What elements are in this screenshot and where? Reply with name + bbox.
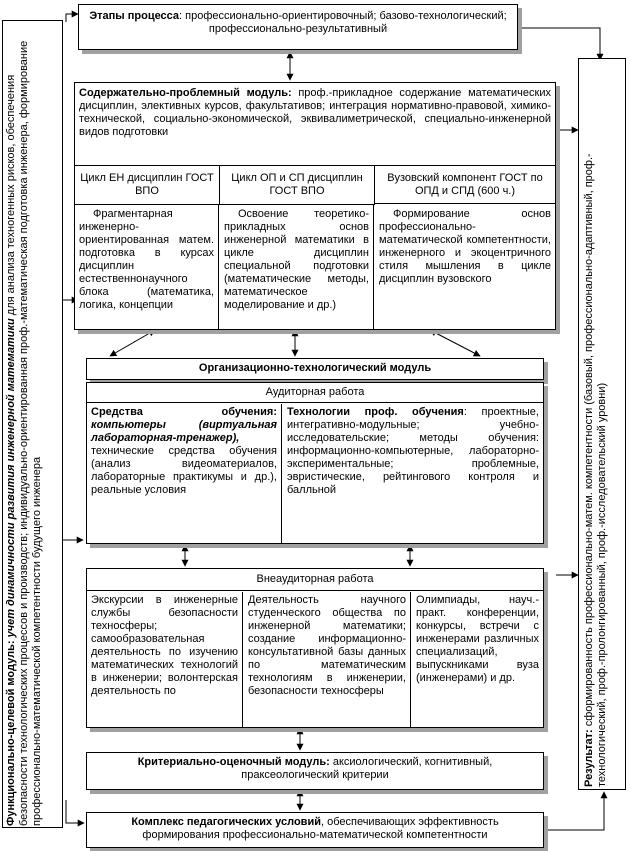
result-box bbox=[578, 58, 626, 790]
auditorium-box bbox=[86, 382, 544, 544]
functional-module-box bbox=[2, 20, 63, 828]
teaching-technologies bbox=[283, 404, 543, 543]
functional-module-desc: для анализа техногенных рисков, обеспечения безопасности технологических процессов и производств; индивидуально-ориентированная проф.-математическая подготовка инженера, формирование профессионально-математической компетентности будущего инженера bbox=[5, 40, 43, 826]
functional-module-text bbox=[5, 26, 63, 826]
stages-title: Этапы процесса bbox=[89, 10, 180, 22]
result-title: Результат: bbox=[583, 729, 595, 787]
criteria-module-box bbox=[86, 752, 544, 790]
content-module-text: проф.-прикладное содержание математических дисциплин, элективных курсов, факультативов; интеграция нормативно-правовой, химико-технической, социально-экономической, эквивалиметрической, специально-инженерной видов подготовки bbox=[79, 87, 551, 138]
stages-box bbox=[78, 4, 518, 50]
extracurricular-box bbox=[86, 568, 544, 728]
content-col-3-body: Формирование основ профессионально-математической компетентности, инженерного и экоцентричного стиля мышления в цикле дисциплин вузовского bbox=[379, 208, 551, 285]
content-module-box bbox=[74, 82, 556, 330]
extra-col-1: Экскурсии в инженерные службы безопасности техносферы; самообразовательная деятельность по изучению математических технологий в инженерии; волонтерская деятельность по bbox=[87, 592, 243, 727]
tech-text: : проектные, интегративно-модульные; учебно-исследовательские; методы обучения: информационно-компьютерные, лабораторно-экспериментальные; проблемные, эвристические, рейтингового контроля и балльной bbox=[287, 406, 539, 496]
functional-module-italic: учет динамичности развития инженерной математики bbox=[5, 318, 17, 641]
criteria-module-title: Критериально-оценочный модуль: bbox=[137, 756, 330, 768]
result-desc: сформированность профессионально-матем. компетентности (базовый, профессионально-адаптивный, проф.-технологический, проф.-пролонгированный, проф.-исследовательский уровни) bbox=[583, 153, 608, 787]
tech-title: Технологии проф. обучения bbox=[287, 406, 464, 418]
conditions-title: Комплекс педагогических условий bbox=[131, 816, 321, 828]
content-col-1-header: Цикл ЕН дисциплин ГОСТ ВПО bbox=[75, 166, 220, 205]
content-columns-table bbox=[75, 165, 555, 330]
result-text bbox=[583, 65, 625, 787]
content-module-title: Содержательно-проблемный модуль: bbox=[79, 87, 292, 99]
content-col-2-body: Освоение теоретико-прикладных основ инженерной математики в цикле дисциплин специальной подготовки (математические методы, математическое моделирование и др.) bbox=[220, 205, 374, 329]
auditorium-title: Аудиторная работа bbox=[87, 383, 543, 403]
stages-text: : профессионально-ориентировочный; базово-технологический; профессионально-результативный bbox=[179, 10, 507, 35]
conditions-text: , обеспечивающих эффективность формирования профессионально-математической компетентности bbox=[142, 816, 499, 841]
means-text: технические средства обучения (анализ видеоматериалов, лабораторные практикумы и др.), реальные условия bbox=[91, 445, 277, 496]
means-of-teaching bbox=[87, 404, 282, 543]
extra-col-2: Деятельность научного студенческого общества по инженерной математики; создание информационно-консультативной базы данных по математическим технологиям в инженерии, безопасности техносферы bbox=[244, 592, 411, 727]
content-col-3-header: Вузовский компонент ГОСТ по ОПД и СПД (600 ч.) bbox=[375, 166, 555, 204]
means-italic: компьютеры (виртуальная лабораторная-тренажер), bbox=[91, 419, 277, 444]
content-col-2-header: Цикл ОП и СП дисциплин ГОСТ ВПО bbox=[220, 166, 375, 205]
org-module-title: Организационно-технологический модуль bbox=[86, 358, 544, 380]
content-module-desc bbox=[79, 87, 551, 163]
conditions-box bbox=[86, 812, 544, 848]
extracurricular-title: Внеаудиторная работа bbox=[87, 569, 543, 591]
extra-col-3: Олимпиады, науч.-практ. конференции, конкурсы, встречи с инженерами различных специализаций, выпускниками вуза (инженерами) и др. bbox=[416, 594, 539, 684]
criteria-module-text: аксиологический, когнитивный, праксеологический критерии bbox=[241, 756, 493, 781]
functional-module-title: Функционально-целевой модуль: bbox=[5, 640, 17, 826]
means-title: Средства обучения: bbox=[91, 406, 277, 418]
content-col-1-body: Фрагментарная инженерно-ориентированная матем. подготовка в курсах дисциплин естественнонаучного блока (математика, логика, концепции bbox=[75, 205, 219, 329]
